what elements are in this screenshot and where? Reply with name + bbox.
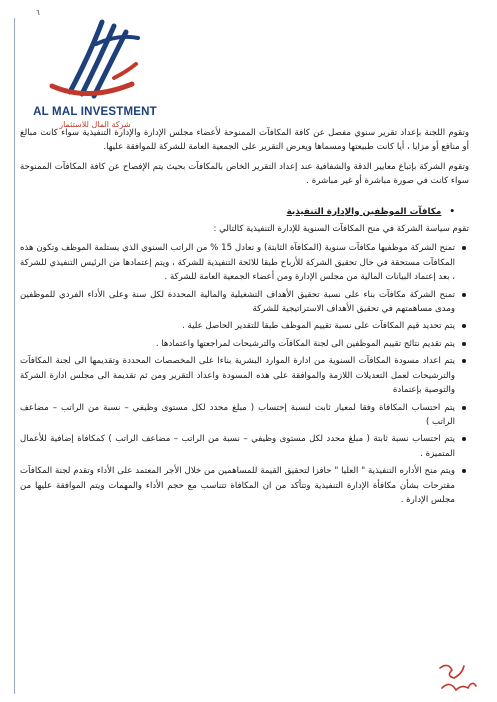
section-title: مكافآت الموظفين والإدارة التنفيذية [286,206,442,217]
document-body [20,126,469,510]
list-item: تمنح الشركة مكافآت بناء على نسبة تحقيق الأهداف التشغيلية والمالية المحددة لكل سنة وعلى الأداء الفردي للموظفين ومدى مساهمتهم في تحقيق الأهداف الاستراتيجية للشركة [20,288,455,317]
list-item: يتم احتساب نسبة ثابتة ( مبلغ محدد لكل مستوى وظيفي – نسبة من الراتب – مضاعف الراتب ) كمكافاة إضافية للأعمال المتميزة . [20,432,455,461]
logo-emblem-icon [30,14,160,106]
policy-list [20,241,469,507]
section-lead: تقوم سياسة الشركة في منح المكافآت السنوية للإدارة التنفيذية كالتالي : [213,224,469,235]
margin-rule [14,18,15,694]
logo-arabic-name: شركة المال للاستثمار [59,120,131,129]
list-item: يتم احتساب المكافاة وفقا لمعيار ثابت لنسبة إحتساب ( مبلغ محدد لكل مستوى وظيفي – نسبة من الراتب – مضاعف الراتب ) [20,401,455,430]
heading-bullet-icon: • [449,206,455,217]
intro-paragraph: وتقوم الشركة بإتباع معايير الدقة والشفافية عند إعداد التقرير الخاص بالمكافآت بحيث يتم الإفصاح عن كافة المكافآت الممنوحة سواء كانت في صورة مباشرة أو غير مباشرة . [20,161,469,187]
list-item: يتم تقديم نتائج تقييم الموظفين الى لجنة المكافآت والترشيحات لمراجعتها واعتمادها . [20,337,455,351]
list-item: تمنح الشركة موظفيها مكافآت سنوية (المكافآة الثابتة) و تعادل 15 % من الراتب السنوي الذي يستلمة الموظف وتكون هذه المكافآت مستحقة في حال تحقيق الشركة للأرباح طبقا للائحة التنفيذية للشركة ، ويتم إعتمادها من الرئيس التنفيذي للشركة ، بعد إعتماد البيانات المالية من مجلس الإدارة ومن أعضاء الجمعية العامة للشركة . [20,241,455,284]
signature-icon [434,660,480,696]
intro-paragraph: وتقوم اللجنة بإعداد تقرير سنوي مفصل عن كافة المكافآت الممنوحة لأعضاء مجلس الإدارة والإدارة التنفيذية سواء كانت مبالغ أو منافع أو مزايا ، أيا كانت طبيعتها ومسماها ويعرض التقرير على الجمعية العامة للشركة للموافقة عليها. [20,128,469,153]
section-heading [20,205,455,219]
company-logo [30,14,160,129]
logo-name: AL MAL INVESTMENT [33,106,157,118]
list-item: ويتم منح الأداره التنفيذية " العليا " حافزا لتحقيق القيمة للمساهمين من خلال الأجر المعتمد على الأداء وتقدم لجنة المكافآت مقترحات بشأن مكافأة الإدارة التنفيذية وتتأكد من ان المكافاة تتناسب مع حجم الأداء والمهمات ويتم الموافقة عليها من مجلس الإدارة . [20,464,455,507]
list-item: يتم اعداد مسودة المكافآت السنوية من ادارة الموارد البشرية بناءا على المخصصات المحددة وتقديمها الى لجنة المكافآت والترشيحات لعمل التعديلات اللازمة والموافقة على هذه المسودة واعداد التقرير ومن ثم تقديمة الى مجلس ادارة الشركة والتوصية بإعتمادة [20,354,455,397]
list-item: يتم تحديد قيم المكافآت على نسبة تقييم الموظف طبقا للتقدير الحاصل علية . [20,319,455,333]
page-mark: ٦ [36,9,40,17]
